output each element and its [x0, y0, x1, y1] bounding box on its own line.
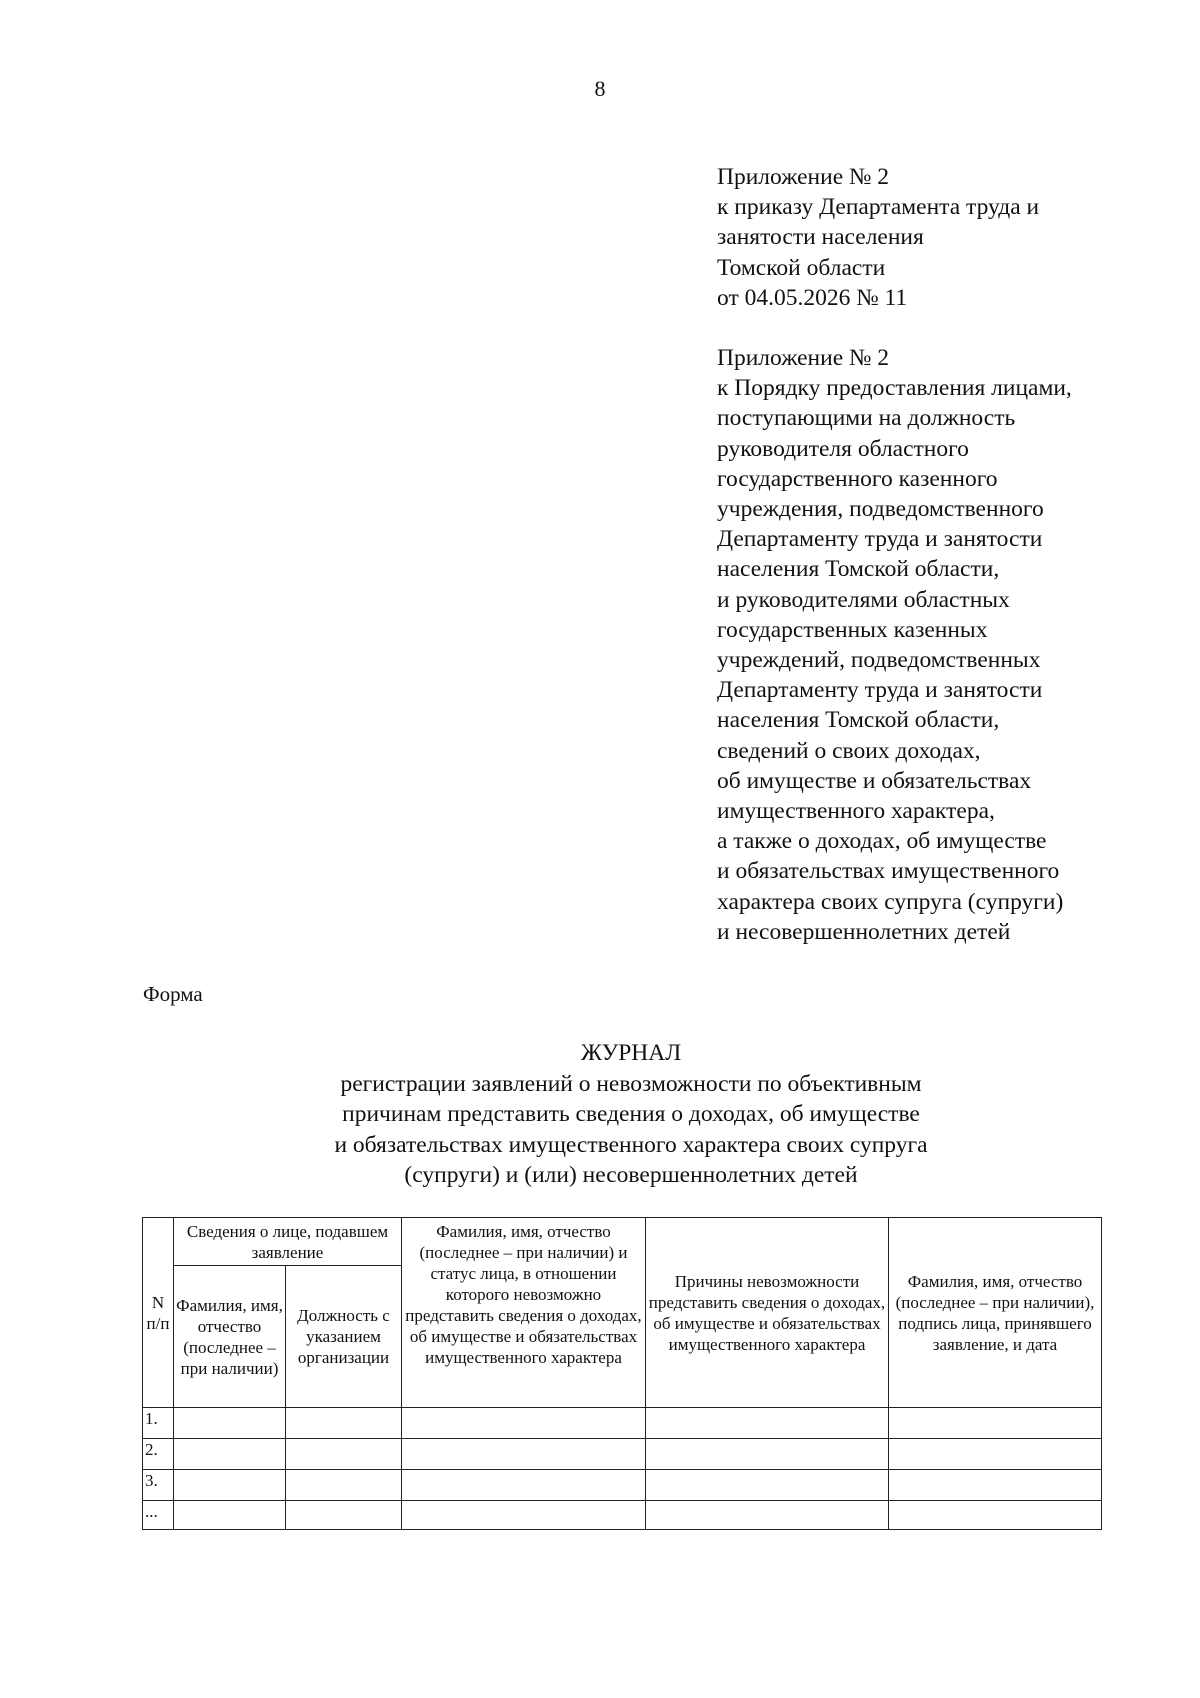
table-cell[interactable] [286, 1439, 402, 1470]
journal-table [142, 1217, 1102, 1530]
approval-line: населения Томской области, [717, 707, 1000, 734]
table-cell[interactable] [286, 1470, 402, 1501]
approval-line: об имуществе и обязательствах [717, 767, 1032, 794]
table-row [143, 1470, 1102, 1501]
approval-line: характера своих супруга (супруги) [717, 888, 1064, 915]
row-number: 2. [143, 1439, 174, 1470]
table-cell[interactable] [286, 1501, 402, 1530]
row-number: 3. [143, 1470, 174, 1501]
table-cell[interactable] [174, 1439, 286, 1470]
journal-subtitle-line: регистрации заявлений о невозможности по объективным [340, 1070, 922, 1097]
approval-block-order [717, 162, 1137, 313]
header-receiver: Фамилия, имя, отчество (последнее – при наличии), подпись лица, принявшего заявление, и дата [889, 1218, 1102, 1408]
journal-title: ЖУРНАЛ [580, 1040, 682, 1066]
row-number: ... [143, 1501, 174, 1530]
table-row [143, 1501, 1102, 1530]
journal-subtitle-line: (супруги) и (или) несовершеннолетних детей [404, 1162, 858, 1188]
approval-line: Департаменту труда и занятости [717, 526, 1043, 553]
journal-subtitle-line: и обязательствах имущественного характера своих супруга [334, 1131, 928, 1158]
approval-line: к приказу Департамента труда и [717, 194, 1040, 221]
approval-line: Департаменту труда и занятости [717, 677, 1043, 704]
approval-line: и руководителями областных [717, 586, 1010, 613]
approval-line: поступающими на должность [717, 405, 1016, 432]
approval-line: учреждений, подведомственных [717, 647, 1041, 674]
approval-line: занятости населения [717, 224, 924, 251]
approval-line: к Порядку предоставления лицами, [717, 375, 1072, 402]
form-label: Форма [143, 982, 203, 1006]
table-cell[interactable] [889, 1501, 1102, 1530]
table-cell[interactable] [646, 1439, 889, 1470]
table-cell[interactable] [889, 1408, 1102, 1439]
header-applicant-position: Должность с указанием организации [286, 1266, 402, 1408]
journal-heading [0, 1038, 1200, 1191]
approval-line: а также о доходах, об имуществе [717, 828, 1047, 855]
approval-line: государственного казенного [717, 465, 998, 492]
table-cell[interactable] [402, 1439, 646, 1470]
table-cell[interactable] [402, 1470, 646, 1501]
table-cell[interactable] [402, 1501, 646, 1530]
header-relative: Фамилия, имя, отчество (последнее – при наличии) и статус лица, в отношении которого невозможно представить сведения о доходах, об имуществе и обязательствах имущественного характера [402, 1218, 646, 1408]
table-cell[interactable] [889, 1470, 1102, 1501]
header-applicant-group: Сведения о лице, подавшем заявление [174, 1218, 402, 1266]
approval-line: государственных казенных [717, 616, 988, 643]
page-number: 8 [594, 76, 606, 101]
approval-line: Томской области [717, 254, 886, 281]
approval-line: имущественного характера, [717, 798, 995, 825]
table-cell[interactable] [174, 1408, 286, 1439]
approval-line: и несовершеннолетних детей [717, 918, 1011, 945]
approval-line: от 04.05.2026 № 11 [717, 284, 908, 311]
table-cell[interactable] [646, 1408, 889, 1439]
header-reasons: Причины невозможности представить сведения о доходах, об имуществе и обязательствах имущественного характера [646, 1218, 889, 1408]
table-cell[interactable] [646, 1501, 889, 1530]
table-row [143, 1439, 1102, 1470]
table-row [143, 1408, 1102, 1439]
table-cell[interactable] [174, 1501, 286, 1530]
header-number: N п/п [143, 1218, 174, 1408]
approval-line: населения Томской области, [717, 556, 1000, 583]
table-cell[interactable] [402, 1408, 646, 1439]
table-cell[interactable] [174, 1470, 286, 1501]
approval-line: Приложение № 2 [717, 164, 890, 190]
approval-block-procedure [717, 343, 1137, 947]
table-cell[interactable] [889, 1439, 1102, 1470]
row-number: 1. [143, 1408, 174, 1439]
header-applicant-name: Фамилия, имя, отчество (последнее – при наличии) [174, 1266, 286, 1408]
approval-line: Приложение № 2 [717, 345, 890, 371]
table-cell[interactable] [286, 1408, 402, 1439]
journal-subtitle-line: причинам представить сведения о доходах, об имуществе [342, 1101, 920, 1127]
table-cell[interactable] [646, 1470, 889, 1501]
approval-line: сведений о своих доходах, [717, 737, 981, 764]
approval-line: и обязательствах имущественного [717, 858, 1060, 885]
approval-line: учреждения, подведомственного [717, 496, 1044, 523]
approval-line: руководителя областного [717, 435, 969, 462]
